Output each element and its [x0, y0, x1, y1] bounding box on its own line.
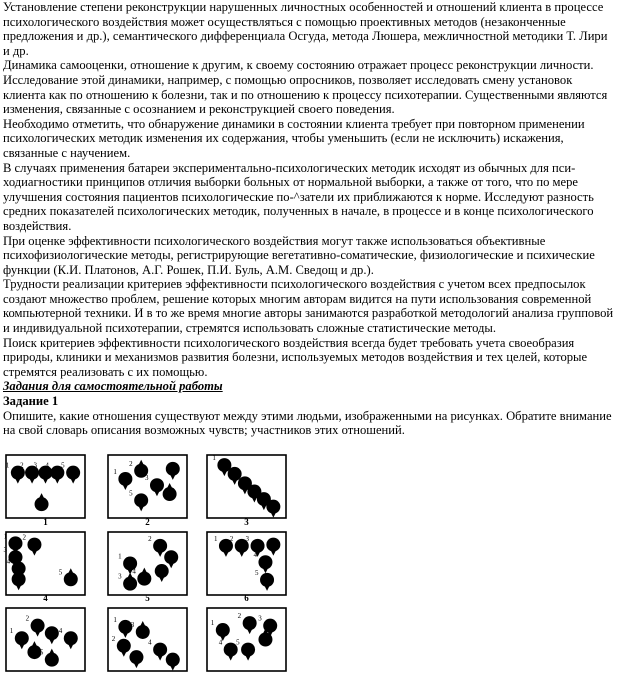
- paragraph: Динамика самооценки, отношение к другим, к своему состоянию отражает процесс реконструкции личности. Исследование этой динамики, например, с помощью опросников, позволяет исследовать смену установок клиента как по отношению к болезни, так и по отношению к процессу психотерапии. Существенными являются изменения, связанные с осознанием и реконструкцией своего поведения.: [3, 58, 608, 117]
- head-figure: [10, 627, 29, 649]
- head-figure: [255, 569, 274, 591]
- head-figure: [161, 649, 180, 671]
- figure-panel: [108, 455, 187, 527]
- head-figure: [112, 635, 131, 657]
- nose-mark: [32, 551, 37, 556]
- nose-mark: [19, 644, 24, 649]
- head-number: 4: [242, 480, 246, 489]
- nose-mark: [121, 652, 126, 657]
- head-figure: [148, 639, 167, 661]
- head-figure: [238, 612, 257, 634]
- nose-mark: [123, 485, 128, 490]
- task-heading: Задание 1: [3, 394, 59, 409]
- nose-mark: [252, 498, 257, 503]
- nose-mark: [242, 489, 247, 494]
- nose-mark: [55, 479, 60, 484]
- head-number: 1: [210, 619, 215, 628]
- nose-mark: [159, 577, 164, 582]
- head-figure: [113, 616, 132, 638]
- figure-caption: 3: [244, 517, 249, 527]
- nose-mark: [239, 552, 244, 557]
- head-figure: [266, 538, 280, 556]
- head-number: 2: [237, 612, 242, 621]
- head-number: 1: [213, 534, 218, 543]
- figure-panel: [207, 454, 286, 527]
- nose-mark: [223, 552, 228, 557]
- head-figure: [59, 627, 78, 649]
- head-figure: [166, 462, 180, 480]
- head-figure: [129, 650, 143, 668]
- figure-panel: [3, 532, 85, 603]
- nose-mark: [49, 639, 54, 644]
- head-number: 4: [253, 551, 257, 560]
- head-shape: [155, 564, 169, 578]
- head-shape: [166, 653, 180, 667]
- head-figure: [40, 622, 59, 644]
- head-shape: [117, 639, 131, 653]
- paragraph: В случаях применения батареи экспериментально-психологических методик исходят из обычных для пси-ходиагностики принципов отличия выборки больных от нормальной выборки, а также от того, что по мере улучшения состояния пациентов психологические по-^затели их приближаются к норме. Исследуют разность средних показателей психологических методик, полученных в начале, в процессе и в конце психологического воздействия.: [3, 160, 594, 233]
- head-number: 5: [61, 461, 65, 470]
- nose-mark: [35, 632, 40, 637]
- head-shape: [64, 572, 78, 586]
- head-number: 2: [229, 534, 234, 543]
- head-number: 3: [232, 472, 237, 481]
- head-number: 3: [33, 461, 37, 470]
- head-number: 2: [25, 614, 30, 623]
- head-shape: [266, 500, 280, 514]
- head-figure: [158, 483, 177, 501]
- nose-mark: [16, 585, 21, 590]
- nose-mark: [263, 568, 268, 573]
- head-number: 4: [58, 627, 63, 636]
- head-number: 2: [22, 533, 26, 542]
- section-heading: Задания для самостоятельной работы: [3, 379, 223, 394]
- head-number: 1: [113, 615, 117, 624]
- nose-mark: [271, 551, 276, 556]
- head-number: 3: [144, 474, 149, 483]
- nose-mark: [142, 568, 147, 573]
- head-shape: [64, 631, 78, 645]
- paragraph: Трудности реализации критериев эффективности психологического воздействия с учетом всех предпосылок создают множество проблем, решение которых многим авторам видится на пути использования современной компьютерной техники. И в то же время многие авторы занимаются разработкой методологий анализа групповой и индивидуальной психотерапии, стремятся использовать сложные статистические методы.: [3, 277, 614, 336]
- nose-mark: [167, 483, 172, 488]
- nose-mark: [123, 633, 128, 638]
- head-number: 4: [6, 557, 11, 566]
- head-number: 4: [45, 461, 49, 470]
- head-figure: [35, 493, 49, 511]
- figure-panel: [6, 455, 85, 527]
- figure-caption: 2: [145, 517, 150, 527]
- nose-mark: [154, 491, 159, 496]
- nose-mark: [32, 641, 37, 646]
- head-number: 3: [39, 622, 44, 631]
- head-number: 3: [130, 620, 135, 629]
- nose-mark: [247, 629, 252, 634]
- head-shape: [129, 650, 143, 664]
- head-figure: [113, 468, 132, 490]
- nose-mark: [169, 563, 174, 568]
- head-number: 5: [159, 546, 163, 555]
- head-number: 1: [118, 552, 122, 561]
- head-figure: [40, 649, 59, 667]
- nose-mark: [170, 475, 175, 480]
- nose-mark: [228, 656, 233, 661]
- head-number: 2: [111, 634, 116, 643]
- nose-mark: [68, 644, 73, 649]
- nose-mark: [39, 493, 44, 498]
- head-shape: [266, 538, 280, 552]
- nose-mark: [246, 656, 251, 661]
- head-shape: [241, 643, 255, 657]
- head-number: 2: [222, 462, 227, 471]
- head-number: 5: [255, 568, 259, 577]
- head-shape: [8, 536, 22, 550]
- nose-mark: [261, 505, 266, 510]
- nose-mark: [170, 666, 175, 671]
- head-figure: [219, 639, 238, 661]
- head-shape: [118, 472, 132, 486]
- head-shape: [216, 623, 230, 637]
- nose-mark: [15, 479, 20, 484]
- paragraph: Необходимо отметить, что обнаружение динамики в состоянии клиента требует при повторном применении психологических методик изменения их содержания, чтобы уменьшить (если не исключить) искажения, связанные с научением.: [3, 116, 585, 160]
- head-number: 5: [58, 568, 63, 577]
- paragraph: Установление степени реконструкции нарушенных личностных особенностей и отношений клиента в процессе психологического воздействия может осуществляться с помощью проективных методов (незаконченные предложения и др.), семантического дифференциала Осгуда, метода Люшера, межличностной методики Т. Лири и др.: [3, 0, 608, 58]
- head-figure: [236, 639, 255, 661]
- head-figure: [22, 534, 41, 556]
- head-number: 1: [212, 454, 216, 463]
- head-figure: [266, 500, 280, 518]
- head-number: 3: [3, 546, 7, 555]
- head-number: 5: [160, 648, 165, 657]
- head-figure: [129, 489, 148, 511]
- figure-caption: 1: [43, 517, 48, 527]
- head-figure: [59, 568, 78, 586]
- paragraph: Поиск критериев эффективности психологического воздействия всегда будет требовать учета своеобразия природы, клиники и механизмов развития болезни, используемых методов воздействия и тех целей, которые стремятся реализовать с их помощью.: [3, 335, 588, 379]
- paragraph: При оценке эффективности психологического воздействия могут также использоваться объективные психофизиологические методы, регистрирующие вегетативно-соматические, физиологические и психические функции (К.И. Платонов, А.Г. Рошек, П.И. Буль, А.М. Сведощ и др.).: [3, 233, 595, 277]
- head-number: 1: [5, 461, 10, 470]
- figure-panel: [108, 608, 187, 671]
- nose-mark: [43, 479, 48, 484]
- head-number: 5: [236, 638, 240, 647]
- head-number: 5: [129, 489, 133, 498]
- head-number: 1: [3, 532, 7, 541]
- head-number: 4: [148, 638, 152, 647]
- nose-mark: [30, 479, 35, 484]
- head-shape: [123, 577, 137, 591]
- head-shape: [136, 625, 150, 639]
- nose-mark: [139, 460, 144, 465]
- figure-caption: 4: [43, 593, 48, 603]
- nose-mark: [222, 471, 227, 476]
- figure-panel: [207, 532, 286, 603]
- nose-mark: [271, 513, 276, 518]
- head-shape: [35, 497, 49, 511]
- head-number: 4: [218, 638, 223, 647]
- head-shape: [27, 538, 41, 552]
- head-shape: [258, 555, 272, 569]
- figure-caption: 5: [145, 593, 150, 603]
- nose-mark: [265, 586, 270, 591]
- head-shape: [45, 626, 59, 640]
- head-number: 2: [129, 459, 133, 468]
- head-shape: [134, 493, 148, 507]
- figure-panel: [6, 608, 85, 671]
- head-figure: [155, 564, 169, 582]
- head-number: 4: [132, 567, 136, 576]
- figure-panel: [207, 608, 286, 671]
- head-shape: [243, 616, 257, 630]
- head-number: 3: [118, 572, 122, 581]
- nose-mark: [68, 568, 73, 573]
- head-number: 3: [245, 534, 250, 543]
- head-number: 2: [20, 461, 24, 470]
- head-number: 4: [157, 483, 162, 492]
- head-shape: [166, 462, 180, 476]
- head-shape: [260, 573, 274, 587]
- nose-mark: [232, 480, 237, 485]
- head-figure: [12, 572, 26, 590]
- nose-mark: [49, 649, 54, 654]
- task-text: Опишите, какие отношения существуют между этими людьми, изображенными на рисунках. Обратите внимание на свой словарь описания возможных чувств; участников этих отношений.: [3, 408, 612, 438]
- head-number: 5: [251, 488, 256, 497]
- head-number: 1: [113, 467, 117, 476]
- head-shape: [66, 466, 80, 480]
- head-figure: [148, 535, 167, 557]
- head-number: 5: [39, 648, 44, 657]
- head-number: 3: [258, 614, 262, 623]
- figure-panel: [108, 532, 187, 603]
- head-shape: [45, 653, 59, 667]
- head-shape: [15, 631, 29, 645]
- nose-mark: [134, 663, 139, 668]
- head-shape: [137, 572, 151, 586]
- head-number: 2: [148, 534, 152, 543]
- nose-mark: [71, 479, 76, 484]
- head-shape: [163, 487, 177, 501]
- nose-mark: [140, 621, 145, 626]
- head-shape: [164, 550, 178, 564]
- head-figure: [131, 621, 150, 639]
- figure-caption: 6: [244, 593, 249, 603]
- head-number: 1: [9, 627, 14, 636]
- nose-mark: [139, 506, 144, 511]
- head-shape: [258, 633, 272, 647]
- head-figure: [145, 474, 164, 496]
- head-shape: [12, 572, 26, 586]
